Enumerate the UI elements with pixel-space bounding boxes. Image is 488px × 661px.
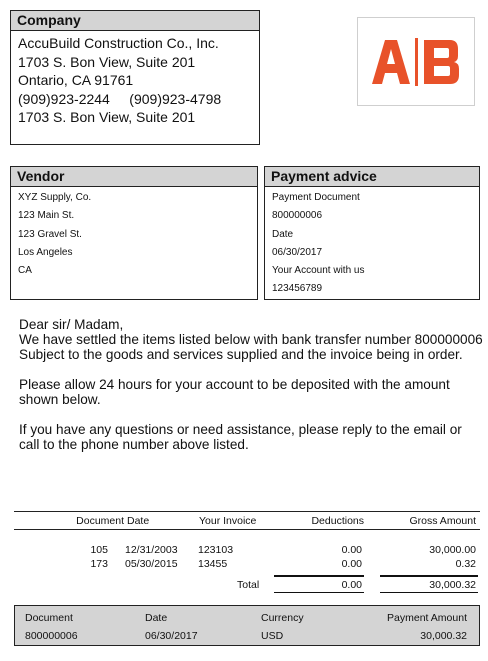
payment-advice-line: Date bbox=[272, 228, 294, 240]
company-line: (909)923-2244 (909)923-4798 bbox=[18, 90, 222, 107]
summary-header-payment-amount: Payment Amount bbox=[387, 612, 467, 624]
vendor-box bbox=[10, 166, 258, 300]
column-header-deductions: Deductions bbox=[311, 515, 364, 527]
payment-advice-heading: Payment advice bbox=[265, 167, 479, 187]
total-gross: 30,000.32 bbox=[429, 579, 476, 591]
company-box bbox=[10, 10, 260, 145]
items-table-header bbox=[14, 511, 480, 530]
payment-summary bbox=[14, 605, 480, 646]
row-date: 05/30/2015 bbox=[125, 558, 178, 570]
row-date: 12/31/2003 bbox=[125, 544, 178, 556]
row-deductions: 0.00 bbox=[341, 558, 362, 570]
total-label: Total bbox=[237, 579, 260, 591]
summary-header-date: Date bbox=[145, 612, 168, 624]
column-header-date: Date bbox=[127, 515, 150, 527]
ab-logo-icon bbox=[358, 18, 474, 105]
row-document: 173 bbox=[90, 558, 108, 570]
summary-document: 800000006 bbox=[25, 630, 78, 642]
company-logo bbox=[357, 17, 475, 106]
payment-advice-line: 06/30/2017 bbox=[272, 246, 323, 258]
payment-advice-line: Payment Document bbox=[272, 192, 360, 203]
company-line: 1703 S. Bon View, Suite 201 bbox=[18, 53, 196, 70]
row-gross: 0.32 bbox=[455, 558, 476, 570]
letter-body bbox=[19, 317, 484, 452]
payment-advice-line: 123456789 bbox=[272, 283, 323, 295]
column-header-your-invoice: Your Invoice bbox=[199, 515, 257, 527]
row-deductions: 0.00 bbox=[341, 544, 362, 556]
vendor-heading: Vendor bbox=[11, 167, 257, 187]
vendor-line: XYZ Supply, Co. bbox=[18, 192, 92, 203]
total-deductions: 0.00 bbox=[341, 579, 362, 591]
summary-header-currency: Currency bbox=[261, 612, 304, 624]
payment-advice-line: Your Account with us bbox=[272, 265, 365, 277]
row-invoice: 123103 bbox=[198, 544, 234, 556]
total-gross-underline bbox=[380, 592, 478, 593]
vendor-line: CA bbox=[18, 265, 32, 277]
row-gross: 30,000.00 bbox=[429, 544, 476, 556]
company-heading: Company bbox=[11, 11, 259, 31]
summary-header-document: Document bbox=[25, 612, 73, 624]
payment-advice-details bbox=[265, 187, 479, 299]
row-document: 105 bbox=[90, 544, 108, 556]
summary-currency: USD bbox=[261, 630, 284, 642]
total-deductions-rule bbox=[274, 575, 364, 577]
summary-payment-amount: 30,000.32 bbox=[420, 630, 467, 642]
letter-greeting: Dear sir/ Madam, bbox=[19, 317, 124, 332]
payment-advice-box bbox=[264, 166, 480, 300]
company-line: 1703 S. Bon View, Suite 201 bbox=[18, 109, 196, 125]
vendor-line: 123 Main St. bbox=[18, 210, 75, 222]
summary-date: 06/30/2017 bbox=[145, 630, 198, 642]
vendor-line: 123 Gravel St. bbox=[18, 228, 82, 240]
payment-advice-line: 800000006 bbox=[272, 210, 323, 222]
vendor-line: Los Angeles bbox=[18, 246, 73, 258]
total-gross-rule bbox=[380, 575, 478, 577]
total-deductions-underline bbox=[274, 592, 364, 593]
row-invoice: 13455 bbox=[198, 558, 228, 570]
letter-paragraph: Please allow 24 hours for your account to be deposited with the amount shown below. bbox=[19, 377, 450, 407]
company-line: Ontario, CA 91761 bbox=[18, 72, 134, 88]
vendor-address bbox=[11, 187, 257, 280]
company-line: AccuBuild Construction Co., Inc. bbox=[18, 35, 219, 51]
letter-paragraph: We have settled the items listed below with bank transfer number 800000006 Subject to the goods and services supplied and the invoice being in order. bbox=[19, 332, 483, 362]
column-header-gross-amount: Gross Amount bbox=[409, 515, 476, 527]
company-address bbox=[11, 31, 259, 127]
column-header-document: Document bbox=[76, 515, 124, 527]
letter-paragraph: If you have any questions or need assistance, please reply to the email or call to the phone number above listed. bbox=[19, 422, 462, 452]
